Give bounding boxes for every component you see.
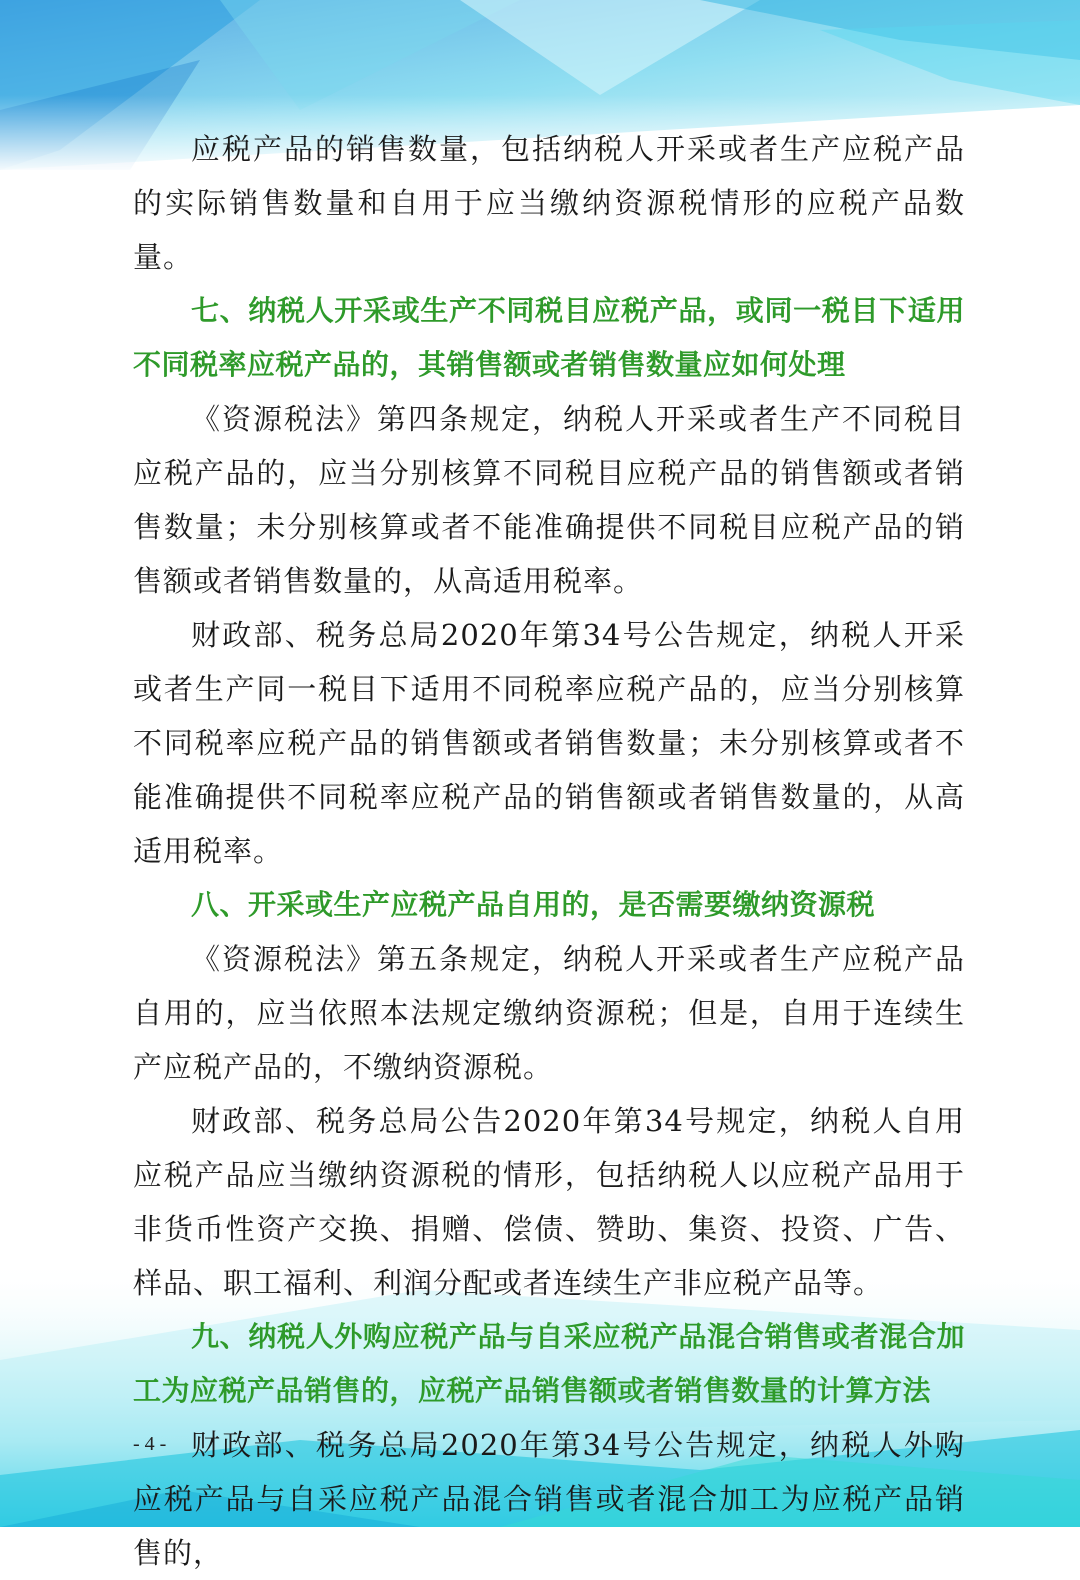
paragraph-article-4: 《资源税法》第四条规定，纳税人开采或者生产不同税目应税产品的，应当分别核算不同税目应税产品的销售额或者销售数量；未分别核算或者不能准确提供不同税目应税产品的销售额或者销售数量的，从高适用税率。 — [133, 402, 965, 598]
document-body — [133, 122, 965, 1580]
heading-section-8: 八、开采或生产应税产品自用的，是否需要缴纳资源税 — [191, 888, 876, 921]
heading-section-7: 七、纳税人开采或生产不同税目应税产品，或同一税目下适用不同税率应税产品的，其销售额或者销售数量应如何处理 — [133, 294, 965, 381]
paragraph-announcement-34-mixed: 财政部、税务总局2020年第34号公告规定，纳税人外购应税产品与自采应税产品混合销售或者混合加工为应税产品销售的， — [133, 1428, 965, 1570]
paragraph-announcement-34-self-use: 财政部、税务总局公告2020年第34号规定，纳税人自用应税产品应当缴纳资源税的情形，包括纳税人以应税产品用于非货币性资产交换、捐赠、偿债、赞助、集资、投资、广告、样品、职工福利、利润分配或者连续生产非应税产品等。 — [133, 1104, 965, 1300]
heading-section-9: 九、纳税人外购应税产品与自采应税产品混合销售或者混合加工为应税产品销售的，应税产品销售额或者销售数量的计算方法 — [133, 1320, 965, 1407]
page-number: - 4 - — [133, 1433, 167, 1455]
paragraph-article-5: 《资源税法》第五条规定，纳税人开采或者生产应税产品自用的，应当依照本法规定缴纳资源税；但是，自用于连续生产应税产品的，不缴纳资源税。 — [133, 942, 965, 1084]
paragraph-sales-quantity: 应税产品的销售数量，包括纳税人开采或者生产应税产品的实际销售数量和自用于应当缴纳资源税情形的应税产品数量。 — [133, 132, 965, 274]
paragraph-announcement-34-rates: 财政部、税务总局2020年第34号公告规定，纳税人开采或者生产同一税目下适用不同税率应税产品的，应当分别核算不同税率应税产品的销售额或者销售数量；未分别核算或者不能准确提供不同税率应税产品的销售额或者销售数量的，从高适用税率。 — [133, 618, 965, 868]
